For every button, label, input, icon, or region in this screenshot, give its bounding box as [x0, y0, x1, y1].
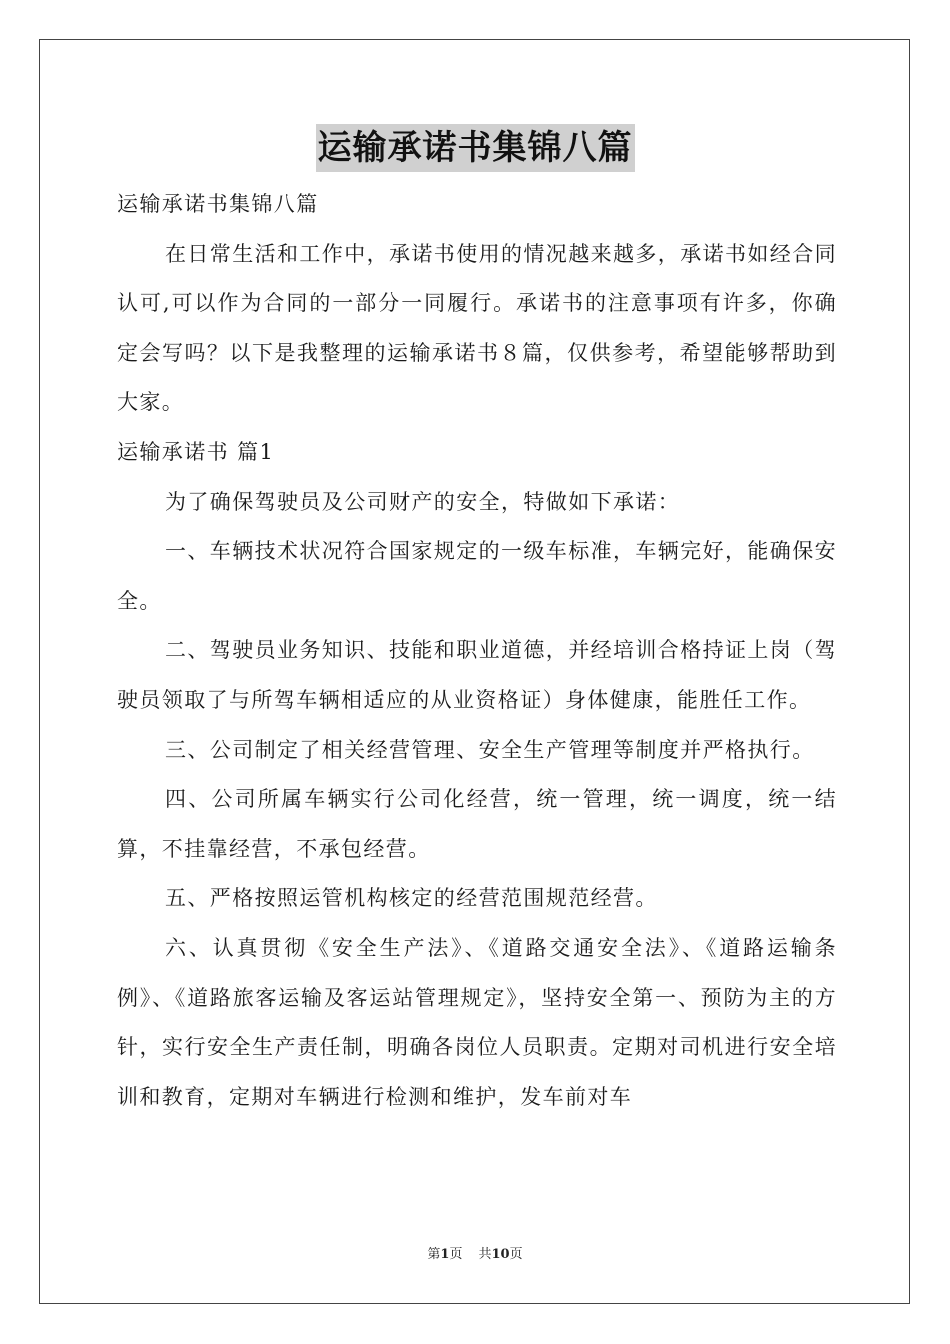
commitment-item-2: 二、驾驶员业务知识、技能和职业道德，并经培训合格持证上岗（驾驶员领取了与所驾车辆相适应的从业资格证）身体健康，能胜任工作。: [117, 638, 837, 712]
total-prefix: 共: [478, 1247, 492, 1262]
commitment-item-5: 五、严格按照运管机构核定的经营范围规范经营。: [165, 886, 658, 911]
title-wrap: [0, 124, 950, 172]
commitment-intro: 为了确保驾驶员及公司财产的安全，特做如下承诺：: [165, 489, 681, 514]
page-suffix: 页: [449, 1247, 463, 1262]
commitment-item-3: 三、公司制定了相关经营管理、安全生产管理等制度并严格执行。: [165, 737, 815, 762]
document-title: 运输承诺书集锦八篇: [316, 124, 635, 172]
commitment-item-1: 一、车辆技术状况符合国家规定的一级车标准，车辆完好，能确保安全。: [117, 539, 837, 613]
commitment-item-6: 六、认真贯彻《安全生产法》、《道路交通安全法》、《道路运输条例》、《道路旅客运输及客运站管理规定》，坚持安全第一、预防为主的方针，实行安全生产责任制，明确各岗位人员职责。定期对司机进行安全培训和教育，定期对车辆进行检测和维护，发车前对车: [117, 935, 837, 1109]
document-body: [117, 180, 837, 1122]
document-subtitle: 运输承诺书集锦八篇: [117, 192, 319, 216]
current-page-number: 1: [440, 1247, 450, 1262]
section-heading: 运输承诺书 篇1: [117, 439, 275, 464]
total-pages-number: 10: [491, 1247, 510, 1262]
commitment-item-4: 四、公司所属车辆实行公司化经营，统一管理，统一调度，统一结算，不挂靠经营，不承包经营。: [117, 787, 837, 861]
page-prefix: 第: [427, 1247, 441, 1262]
intro-paragraph: 在日常生活和工作中，承诺书使用的情况越来越多，承诺书如经合同认可,可以作为合同的一部分一同履行。承诺书的注意事项有许多，你确定会写吗？以下是我整理的运输承诺书８篇，仅供参考，希望能够帮助到大家。: [117, 241, 837, 415]
page-footer: [0, 1246, 950, 1264]
total-suffix: 页: [509, 1247, 523, 1262]
